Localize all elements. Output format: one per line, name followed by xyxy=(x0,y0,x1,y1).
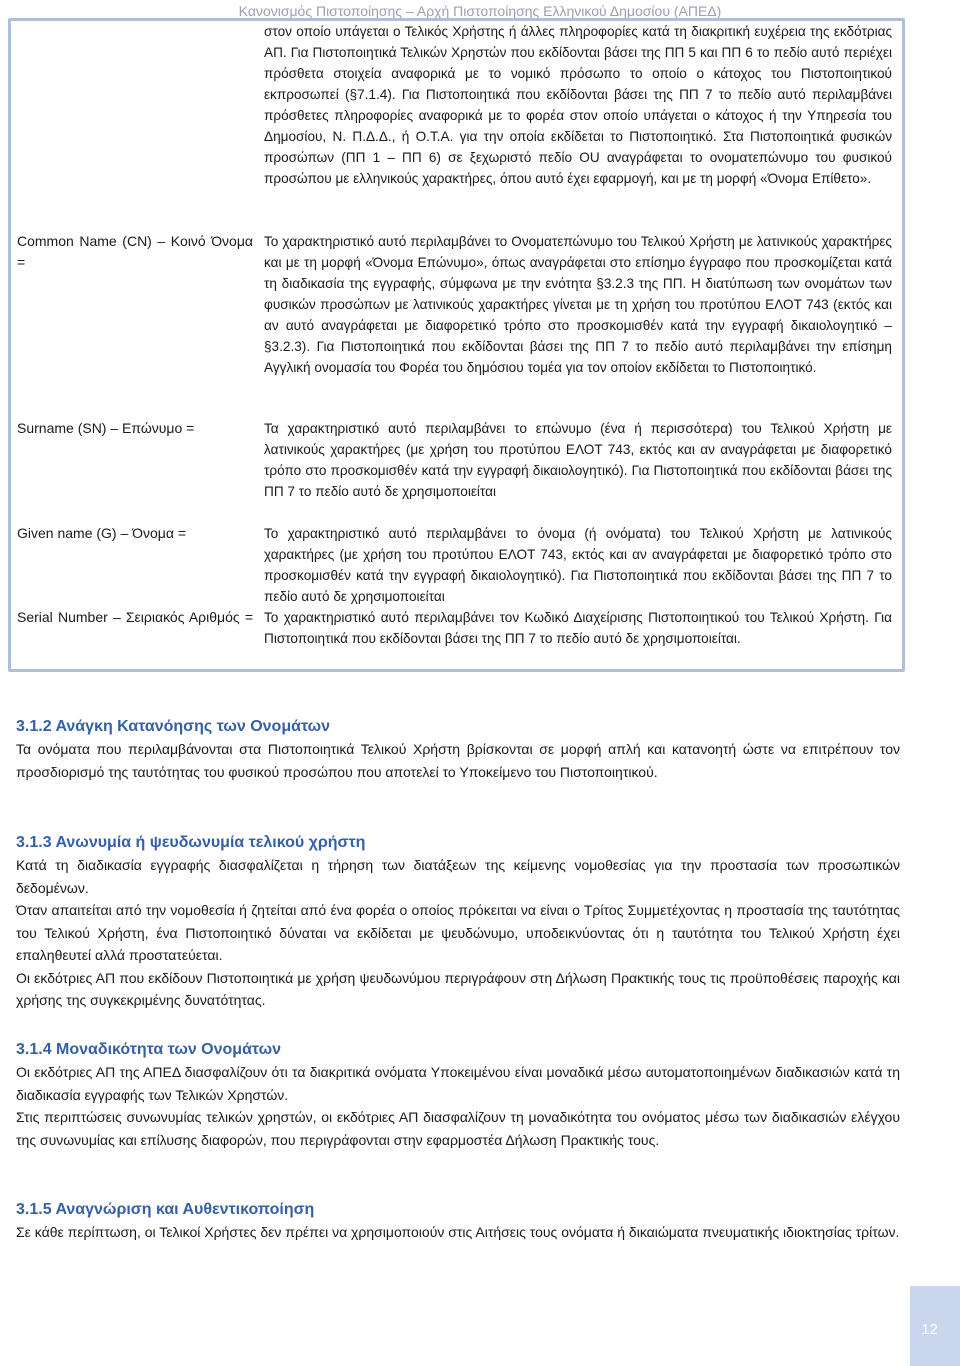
section-3-1-5 xyxy=(16,1199,900,1244)
section-3-1-3 xyxy=(16,832,900,1012)
section-paragraph: Όταν απαιτείται από την νομοθεσία ή ζητείται από ένα φορέα ο οποίος πρόκειται να είναι ο Τρίτος Συμμετέχοντας η προστασία της ταυτότητας του Τελικού Χρήστη, ένα Πιστοποιητικό δύναται να εκδίδεται με ψευδώνυμο, υποδεικνύοντας ότι η ταυτότητα του Τελικού Χρήστη έχει επαληθευτεί αλλά προστατεύεται. xyxy=(16,902,900,963)
section-3-1-4 xyxy=(16,1039,900,1151)
section-paragraph: Οι εκδότριες ΑΠ που εκδίδουν Πιστοποιητικά με χρήση ψευδωνύμου περιγράφουν στη Δήλωση Πρακτικής τους τις προϋποθέσεις παροχής και χρήσης της συγκεκριμένης δυνατότητας. xyxy=(16,969,900,1008)
section-paragraph: Στις περιπτώσεις συνωνυμίας τελικών χρηστών, οι εκδότριες ΑΠ διασφαλίζουν τη μοναδικότητα του ονόματος μέσω των διαδικασιών ελέγχου της συνωνυμίας και επίλυσης διαφορών, που περιγράφονται στην εφαρμοστέα Δήλωση Πρακτικής τους. xyxy=(16,1109,900,1148)
field-description-common-name: Το χαρακτηριστικό αυτό περιλαμβάνει το Ονοματεπώνυμο του Τελικού Χρήστη με λατινικούς χαρακτήρες και με τη μορφή «Όνομα Επώνυμο», όπως αναγράφεται στο επίσημο έγγραφο που προσκομίζεται κατά τη διαδικασία της εγγραφής, σύμφωνα με την ενότητα §3.2.3 της ΠΠ. Η διατύπωση των ονομάτων των φυσικών προσώπων με λατινικούς χαρακτήρες γίνεται με τη χρήση του προτύπου ΕΛΟΤ 743 (εκτός και αν αυτό αναγράφεται με διαφορετικό τρόπο στο προσκομισθέν κατά την εγγραφή δικαιολογητικό – §3.2.3). Για Πιστοποιητικά που εκδίδονται βάσει της ΠΠ 7 το πεδίο αυτό περιλαμβάνει την επίσημη Αγγλική ονομασία του Φορέα του δημόσιου τομέα για τον οποίον εκδίδεται το Πιστοποιητικό. xyxy=(264,234,892,375)
section-paragraph: Τα ονόματα που περιλαμβάνονται στα Πιστοποιητικά Τελικού Χρήστη βρίσκονται σε μορφή απλή και κατανοητή ώστε να επιτρέπουν τον προσδιορισμό της ταυτότητας του φυσικού προσώπου που αποτελεί το Υποκείμενο του Πιστοποιητικού. xyxy=(16,741,900,780)
page-number: 12 xyxy=(921,1321,938,1338)
running-header: Κανονισμός Πιστοποίησης – Αρχή Πιστοποίησης Ελληνικού Δημοσίου (ΑΠΕΔ) xyxy=(238,3,722,19)
field-label-surname: Surname (SN) – Επώνυμο = xyxy=(17,420,195,436)
section-paragraph: Σε κάθε περίπτωση, οι Τελικοί Χρήστες δεν πρέπει να χρησιμοποιούν στις Αιτήσεις τους ονόματα ή δικαιώματα πνευματικής ιδιοκτησίας τρίτων. xyxy=(16,1224,900,1240)
field-label-given-name: Given name (G) – Όνομα = xyxy=(17,525,187,541)
field-label-serial-number: Serial Number – Σειριακός Αριθμός = xyxy=(17,609,253,625)
field-description-surname: Τα χαρακτηριστικό αυτό περιλαμβάνει το επώνυμο (ένα ή περισσότερα) του Τελικού Χρήστη με λατινικούς χαρακτήρες (με χρήση του προτύπου ΕΛΟΤ 743, εκτός και αν αναγράφεται με διαφορετικό τρόπο στο προσκομισθέν κατά την εγγραφή δικαιολογητικό). Για Πιστοποιητικά που εκδίδονται βάσει της ΠΠ 7 το πεδίο αυτό δε χρησιμοποιείται xyxy=(264,421,892,499)
section-heading: 3.1.5 Αναγνώριση και Αυθεντικοποίηση xyxy=(16,1201,315,1218)
section-paragraph: Οι εκδότριες ΑΠ της ΑΠΕΔ διασφαλίζουν ότι τα διακριτικά ονόματα Υποκειμένου είναι μοναδικά μέσω αυτοματοποιημένων διαδικασιών κατά τη διαδικασία εγγραφής των Τελικών Χρηστών. xyxy=(16,1064,900,1103)
section-3-1-2 xyxy=(16,716,900,783)
field-description-given-name: Το χαρακτηριστικό αυτό περιλαμβάνει το όνομα (ή ονόματα) του Τελικού Χρήστη με λατινικούς χαρακτήρες (με χρήση του προτύπου ΕΛΟΤ 743, εκτός και αν αναγράφεται με διαφορετικό τρόπο στο προσκομισθέν κατά την εγγραφή δικαιολογητικό). Για Πιστοποιητικά που εκδίδονται βάσει της ΠΠ 7 το πεδίο αυτό δε χρησιμοποιείται xyxy=(264,526,892,604)
field-label-common-name: Common Name (CN) – Κοινό Όνομα = xyxy=(17,233,253,270)
continuation-text: στον οποίο υπάγεται ο Τελικός Χρήστης ή άλλες πληροφορίες κατά τη διακριτική ευχέρεια της εκδότριας ΑΠ. Για Πιστοποιητικά Τελικών Χρηστών που εκδίδονται βάσει της ΠΠ 5 και ΠΠ 6 το πεδίο αυτό περιέχει πρόσθετα στοιχεία αναφορικά με το νομικό πρόσωπο το οποίο ο κάτοχος του Πιστοποιητικού εκπροσωπεί (§7.1.4). Για Πιστοποιητικά που εκδίδονται βάσει της ΠΠ 7 το πεδίο αυτό περιλαμβάνει πρόσθετες πληροφορίες αναφορικά με το φορέα στον οποίο υπάγεται ο κάτοχος ή την Υπηρεσία του Δημοσίου, Ν. Π.Δ.Δ., ή Ο.Τ.Α. για την οποία εκδίδεται το Πιστοποιητικό. Στα Πιστοποιητικά φυσικών προσώπων (ΠΠ 1 – ΠΠ 6) σε ξεχωριστό πεδίο OU αναγράφεται το ονοματεπώνυμο του φυσικού προσώπου με ελληνικούς χαρακτήρες, όπου αυτό έχει εφαρμογή, και με τη μορφή «Όνομα Επίθετο». xyxy=(264,24,892,186)
section-paragraph: Κατά τη διαδικασία εγγραφής διασφαλίζεται η τήρηση των διατάξεων της κείμενης νομοθεσίας για την προστασία των προσωπικών δεδομένων. xyxy=(16,857,900,896)
section-heading: 3.1.4 Μοναδικότητα των Ονομάτων xyxy=(16,1041,282,1058)
attribute-table xyxy=(8,18,905,672)
section-heading: 3.1.3 Ανωνυμία ή ψευδωνυμία τελικού χρήστη xyxy=(16,834,366,851)
field-description-serial-number: Το χαρακτηριστικό αυτό περιλαμβάνει τον Κωδικό Διαχείρισης Πιστοποιητικού του Τελικού Χρήστη. Για Πιστοποιητικά που εκδίδονται βάσει της ΠΠ 7 το πεδίο αυτό δε χρησιμοποιείται. xyxy=(264,610,892,646)
section-heading: 3.1.2 Ανάγκη Κατανόησης των Ονομάτων xyxy=(16,718,331,735)
